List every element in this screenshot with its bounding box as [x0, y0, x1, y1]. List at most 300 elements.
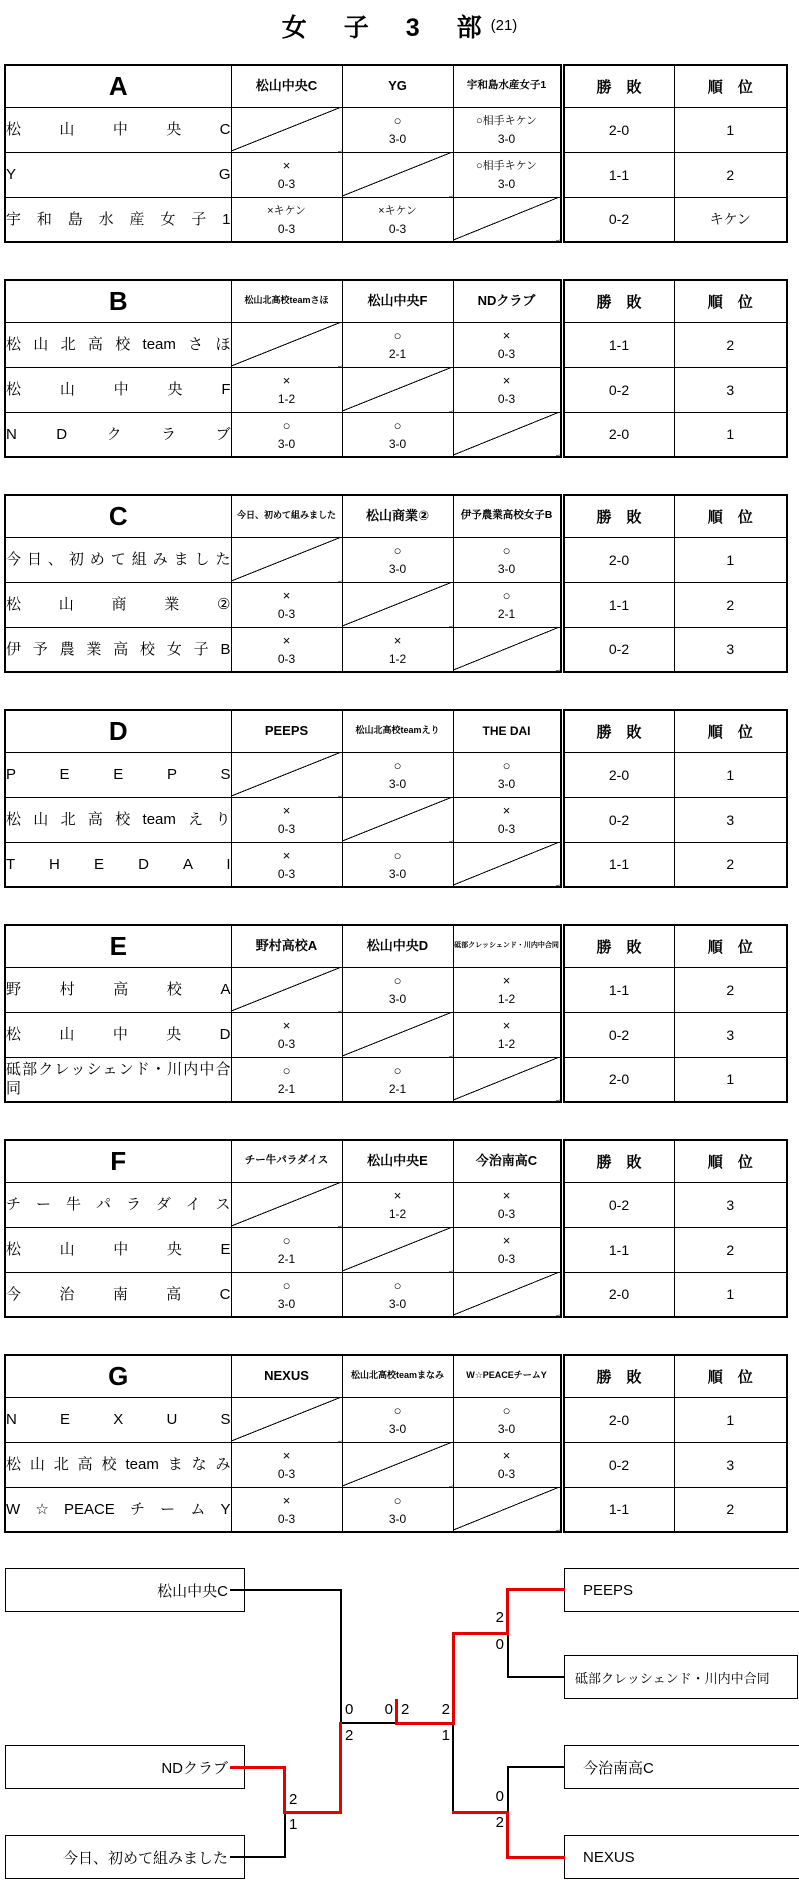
- opponent-header: 伊予農業高校女子B: [453, 495, 562, 537]
- win-loss-record: 1-1: [562, 1227, 674, 1272]
- match-score: 2: [345, 1727, 354, 1744]
- opponent-header: NDクラブ: [453, 280, 562, 322]
- rank-value: 1: [674, 1397, 787, 1442]
- rank-value: 3: [674, 367, 787, 412]
- win-loss-record: 1-1: [562, 967, 674, 1012]
- team-row: [5, 1227, 787, 1272]
- group-letter: B: [5, 280, 231, 322]
- team-name: 今日、初めて組みました: [5, 537, 231, 582]
- opponent-header: 松山北高校teamまなみ: [342, 1355, 453, 1397]
- win-loss-record: 0-2: [562, 197, 674, 242]
- winner-path-line: [508, 1588, 565, 1591]
- win-mark: ○: [282, 417, 291, 433]
- team-row: [5, 152, 787, 197]
- match-result-cell: [453, 797, 562, 842]
- win-loss-record: 0-2: [562, 1182, 674, 1227]
- match-result-cell: [453, 1012, 562, 1057]
- team-row: [5, 537, 787, 582]
- self-diagonal-cell: [453, 1487, 562, 1532]
- winner-path-line: [506, 1811, 509, 1859]
- bracket-line: [452, 1723, 454, 1814]
- set-score: 0-3: [277, 177, 296, 191]
- team-row: [5, 1272, 787, 1317]
- match-result-cell: [231, 412, 342, 457]
- final-score: 2: [401, 1701, 410, 1718]
- rank-value: 3: [674, 1012, 787, 1057]
- team-row: [5, 367, 787, 412]
- set-score: 3-0: [497, 777, 516, 791]
- rank-value: 1: [674, 1057, 787, 1102]
- result-header: 勝 敗: [562, 495, 674, 537]
- team-row: [5, 1182, 787, 1227]
- loss-mark: ×: [502, 1018, 511, 1033]
- opponent-header: 松山中央C: [231, 65, 342, 107]
- opponent-header: 砥部クレッシェンド・川内中合同: [453, 925, 562, 967]
- self-diagonal-cell: [342, 152, 453, 197]
- set-score: 3-0: [497, 562, 516, 576]
- loss-mark: ×キケン: [267, 204, 306, 217]
- set-score: 3-0: [277, 1296, 296, 1311]
- loss-mark: ×: [282, 632, 291, 648]
- bracket-team-box: [564, 1655, 798, 1699]
- win-mark: ○: [393, 973, 402, 988]
- opponent-header: THE DAI: [453, 710, 562, 752]
- rank-value: 1: [674, 412, 787, 457]
- self-diagonal-cell: [231, 107, 342, 152]
- team-name: Y G: [5, 152, 231, 197]
- team-name: 松山北高校teamえり: [5, 797, 231, 842]
- bracket-team-box: [564, 1835, 799, 1879]
- opponent-header: W☆PEACEチームY: [453, 1355, 562, 1397]
- set-score: 0-3: [277, 607, 296, 621]
- team-name: 松 山 中 央 C: [5, 107, 231, 152]
- team-name: 松 山 中 央 D: [5, 1012, 231, 1057]
- group-table: [4, 494, 788, 673]
- group-header-row: [5, 1355, 787, 1397]
- win-mark: ○相手キケン: [475, 160, 538, 172]
- team-name: 宇和島水産女子1: [5, 197, 231, 242]
- win-mark: ○: [502, 543, 511, 558]
- winner-path-line: [230, 1766, 286, 1769]
- set-score: 3-0: [388, 992, 407, 1006]
- bracket-line: [507, 1766, 509, 1814]
- team-row: [5, 1057, 787, 1102]
- set-score: 3-0: [497, 1422, 516, 1436]
- rank-value: 3: [674, 797, 787, 842]
- set-score: 1-2: [497, 1037, 516, 1051]
- set-score: 3-0: [388, 562, 407, 576]
- match-result-cell: [453, 322, 562, 367]
- team-row: [5, 1487, 787, 1532]
- set-score: 3-0: [388, 436, 407, 451]
- rank-value: 2: [674, 842, 787, 887]
- self-diagonal-cell: [342, 367, 453, 412]
- match-result-cell: [231, 842, 342, 887]
- opponent-header: 松山北高校teamえり: [342, 710, 453, 752]
- set-score: 1-2: [388, 1207, 407, 1221]
- loss-mark: ×: [282, 373, 291, 388]
- group-header-row: [5, 925, 787, 967]
- match-result-cell: [342, 1182, 453, 1227]
- team-row: [5, 107, 787, 152]
- match-result-cell: [453, 152, 562, 197]
- match-result-cell: [231, 1487, 342, 1532]
- rank-value: 2: [674, 1487, 787, 1532]
- set-score: 2-1: [388, 1081, 407, 1096]
- loss-mark: ×キケン: [378, 204, 417, 217]
- rank-value: 1: [674, 537, 787, 582]
- result-header: 勝 敗: [562, 65, 674, 107]
- self-diagonal-cell: [453, 412, 562, 457]
- opponent-header: 宇和島水産女子1: [453, 65, 562, 107]
- group-header-row: [5, 495, 787, 537]
- bracket-team-label: 今治南高C: [583, 1759, 654, 1777]
- set-score: 3-0: [497, 132, 516, 146]
- rank-header: 順 位: [674, 1140, 787, 1182]
- win-mark: ○: [393, 328, 402, 343]
- win-loss-record: 2-0: [562, 107, 674, 152]
- rank-header: 順 位: [674, 925, 787, 967]
- opponent-header: NEXUS: [231, 1355, 342, 1397]
- match-result-cell: [231, 582, 342, 627]
- opponent-header: 松山北高校teamさほ: [231, 280, 342, 322]
- opponent-header: 野村高校A: [231, 925, 342, 967]
- opponent-header: PEEPS: [231, 710, 342, 752]
- win-mark: ○: [502, 1403, 511, 1418]
- match-result-cell: [342, 412, 453, 457]
- match-result-cell: [342, 1272, 453, 1317]
- winner-path-line: [339, 1722, 342, 1814]
- group-letter: G: [5, 1355, 231, 1397]
- opponent-header: YG: [342, 65, 453, 107]
- set-score: 2-1: [388, 347, 407, 361]
- opponent-header: 松山中央F: [342, 280, 453, 322]
- win-mark: ○: [393, 113, 402, 128]
- opponent-header: チー牛パラダイス: [231, 1140, 342, 1182]
- match-result-cell: [342, 1397, 453, 1442]
- match-result-cell: [453, 1227, 562, 1272]
- win-mark: ○: [393, 417, 402, 433]
- self-diagonal-cell: [342, 1227, 453, 1272]
- set-score: 0-3: [497, 1252, 516, 1266]
- win-mark: ○: [282, 1233, 291, 1248]
- match-result-cell: [342, 537, 453, 582]
- match-result-cell: [453, 752, 562, 797]
- match-result-cell: [453, 967, 562, 1012]
- group-letter: A: [5, 65, 231, 107]
- group-table: [4, 279, 788, 458]
- bracket-team-label: PEEPS: [583, 1581, 634, 1599]
- team-name: 砥部クレッシェンド・川内中合同: [5, 1057, 231, 1102]
- match-result-cell: [231, 627, 342, 672]
- self-diagonal-cell: [453, 1057, 562, 1102]
- set-score: 0-3: [388, 221, 407, 236]
- loss-mark: ×: [282, 1492, 291, 1508]
- bracket-team-label: 砥部クレッシェンド・川内中合同: [575, 1670, 770, 1686]
- set-score: 0-3: [277, 1511, 296, 1526]
- set-score: 1-2: [497, 992, 516, 1006]
- match-result-cell: [453, 1442, 562, 1487]
- team-row: [5, 1012, 787, 1057]
- team-name: 松山北高校teamさほ: [5, 322, 231, 367]
- team-row: [5, 752, 787, 797]
- team-name: 松 山 中 央 F: [5, 367, 231, 412]
- set-score: 0-3: [277, 866, 296, 881]
- rank-value: 1: [674, 1272, 787, 1317]
- team-row: [5, 197, 787, 242]
- group-letter: C: [5, 495, 231, 537]
- result-header: 勝 敗: [562, 1140, 674, 1182]
- self-diagonal-cell: [231, 1182, 342, 1227]
- win-loss-record: 1-1: [562, 1487, 674, 1532]
- bracket-line: [284, 1813, 286, 1858]
- opponent-header: 今治南高C: [453, 1140, 562, 1182]
- team-name: チー牛パラダイス: [5, 1182, 231, 1227]
- group-header-row: [5, 710, 787, 752]
- rank-value: 2: [674, 322, 787, 367]
- win-loss-record: 1-1: [562, 322, 674, 367]
- set-score: 2-1: [277, 1252, 296, 1266]
- win-loss-record: 0-2: [562, 797, 674, 842]
- match-result-cell: [342, 752, 453, 797]
- match-result-cell: [231, 1057, 342, 1102]
- team-name: 伊予農業高校女子B: [5, 627, 231, 672]
- team-name: 松 山 商 業 ②: [5, 582, 231, 627]
- division-title: 女 子 3 部: [281, 14, 488, 42]
- division-count: (21): [490, 17, 518, 34]
- set-score: 3-0: [388, 1296, 407, 1311]
- winner-path-line: [452, 1632, 509, 1635]
- self-diagonal-cell: [453, 627, 562, 672]
- match-result-cell: [231, 1272, 342, 1317]
- group-header-row: [5, 280, 787, 322]
- win-mark: ○: [393, 758, 402, 773]
- match-result-cell: [231, 797, 342, 842]
- winner-path-line: [452, 1632, 455, 1725]
- bracket-team-box: [5, 1568, 245, 1612]
- bracket-line: [508, 1676, 565, 1678]
- loss-mark: ×: [502, 373, 511, 388]
- team-name: T H E D A I: [5, 842, 231, 887]
- rank-value: 2: [674, 152, 787, 197]
- bracket-team-label: NEXUS: [583, 1848, 635, 1866]
- win-mark: ○: [282, 1062, 291, 1078]
- rank-header: 順 位: [674, 1355, 787, 1397]
- group-letter: F: [5, 1140, 231, 1182]
- opponent-header: 松山中央D: [342, 925, 453, 967]
- win-mark: ○: [282, 1277, 291, 1293]
- bracket-line: [341, 1722, 397, 1724]
- win-loss-record: 2-0: [562, 412, 674, 457]
- team-row: [5, 1442, 787, 1487]
- group-table: [4, 64, 788, 243]
- set-score: 3-0: [388, 1422, 407, 1436]
- match-result-cell: [231, 1012, 342, 1057]
- rank-value: 3: [674, 627, 787, 672]
- win-loss-record: 2-0: [562, 1397, 674, 1442]
- win-loss-record: 2-0: [562, 537, 674, 582]
- result-header: 勝 敗: [562, 280, 674, 322]
- rank-header: 順 位: [674, 710, 787, 752]
- set-score: 2-1: [497, 607, 516, 621]
- result-header: 勝 敗: [562, 710, 674, 752]
- match-score: 0: [345, 1701, 354, 1718]
- match-result-cell: [342, 842, 453, 887]
- match-score: 2: [495, 1609, 504, 1626]
- bracket-team-label: 今日、初めて組みました: [62, 1849, 228, 1867]
- win-loss-record: 0-2: [562, 367, 674, 412]
- self-diagonal-cell: [342, 1012, 453, 1057]
- set-score: 0-3: [497, 1207, 516, 1221]
- bracket-team-box: [564, 1568, 799, 1612]
- group-table: [4, 1354, 788, 1533]
- set-score: 0-3: [277, 822, 296, 836]
- group-header-row: [5, 1140, 787, 1182]
- rank-value: 2: [674, 1227, 787, 1272]
- result-header: 勝 敗: [562, 1355, 674, 1397]
- team-row: [5, 842, 787, 887]
- rank-header: 順 位: [674, 280, 787, 322]
- rank-value: 2: [674, 582, 787, 627]
- champion-tick-line: [395, 1699, 398, 1725]
- match-result-cell: [453, 367, 562, 412]
- set-score: 2-1: [277, 1081, 296, 1096]
- loss-mark: ×: [393, 1188, 402, 1203]
- match-result-cell: [342, 967, 453, 1012]
- win-loss-record: 0-2: [562, 627, 674, 672]
- group-letter: E: [5, 925, 231, 967]
- set-score: 1-2: [277, 392, 296, 406]
- win-mark: ○: [393, 1277, 402, 1293]
- rank-value: 3: [674, 1182, 787, 1227]
- win-loss-record: 1-1: [562, 582, 674, 627]
- win-mark: ○: [502, 588, 511, 603]
- win-mark: ○: [393, 543, 402, 558]
- winner-path-line: [283, 1811, 342, 1814]
- team-name: 今 治 南 高 C: [5, 1272, 231, 1317]
- loss-mark: ×: [502, 803, 511, 818]
- win-loss-record: 2-0: [562, 1057, 674, 1102]
- team-row: [5, 412, 787, 457]
- match-score: 2: [441, 1701, 450, 1718]
- match-result-cell: [231, 367, 342, 412]
- group-table: [4, 924, 788, 1103]
- win-mark: ○: [502, 758, 511, 773]
- loss-mark: ×: [282, 847, 291, 863]
- winner-path-line: [508, 1856, 565, 1859]
- match-result-cell: [453, 537, 562, 582]
- team-row: [5, 967, 787, 1012]
- team-row: [5, 627, 787, 672]
- page-title: [0, 8, 799, 44]
- opponent-header: 松山中央E: [342, 1140, 453, 1182]
- loss-mark: ×: [502, 1188, 511, 1203]
- match-result-cell: [231, 1227, 342, 1272]
- rank-header: 順 位: [674, 65, 787, 107]
- loss-mark: ×: [282, 1448, 291, 1463]
- loss-mark: ×: [502, 1233, 511, 1248]
- team-name: N D ク ラ ブ: [5, 412, 231, 457]
- match-result-cell: [453, 107, 562, 152]
- set-score: 3-0: [388, 777, 407, 791]
- win-loss-record: 2-0: [562, 1272, 674, 1317]
- match-score: 0: [495, 1636, 504, 1653]
- match-result-cell: [342, 1487, 453, 1532]
- win-mark: ○: [393, 1403, 402, 1418]
- bracket-line: [340, 1589, 342, 1723]
- match-result-cell: [453, 582, 562, 627]
- winner-path-line: [396, 1722, 455, 1725]
- self-diagonal-cell: [453, 842, 562, 887]
- set-score: 0-3: [277, 1037, 296, 1051]
- self-diagonal-cell: [453, 1272, 562, 1317]
- match-score: 1: [289, 1816, 298, 1833]
- loss-mark: ×: [282, 588, 291, 603]
- self-diagonal-cell: [342, 797, 453, 842]
- team-name: 松山北高校teamまなみ: [5, 1442, 231, 1487]
- set-score: 0-3: [497, 1467, 516, 1481]
- match-result-cell: [231, 1442, 342, 1487]
- bracket-team-box: [564, 1745, 799, 1789]
- match-score: 2: [495, 1814, 504, 1831]
- set-score: 1-2: [388, 651, 407, 666]
- winner-path-line: [506, 1588, 509, 1635]
- team-row: [5, 582, 787, 627]
- match-result-cell: [453, 1182, 562, 1227]
- win-loss-record: 0-2: [562, 1012, 674, 1057]
- loss-mark: ×: [502, 328, 511, 343]
- bracket-line: [230, 1856, 285, 1858]
- group-table: [4, 709, 788, 888]
- win-loss-record: 2-0: [562, 752, 674, 797]
- self-diagonal-cell: [231, 752, 342, 797]
- match-score: 0: [495, 1788, 504, 1805]
- rank-value: キケン: [674, 197, 787, 242]
- loss-mark: ×: [502, 973, 511, 988]
- team-name: 松 山 中 央 E: [5, 1227, 231, 1272]
- team-name: W☆PEACEチームY: [5, 1487, 231, 1532]
- win-loss-record: 1-1: [562, 152, 674, 197]
- self-diagonal-cell: [342, 582, 453, 627]
- bracket-line: [507, 1634, 509, 1678]
- group-header-row: [5, 65, 787, 107]
- set-score: 3-0: [388, 132, 407, 146]
- bracket-team-box: [5, 1745, 245, 1789]
- opponent-header: 松山商業②: [342, 495, 453, 537]
- self-diagonal-cell: [231, 537, 342, 582]
- match-result-cell: [342, 322, 453, 367]
- self-diagonal-cell: [231, 1397, 342, 1442]
- loss-mark: ×: [393, 632, 402, 648]
- self-diagonal-cell: [342, 1442, 453, 1487]
- team-name: N E X U S: [5, 1397, 231, 1442]
- bracket-line: [230, 1589, 342, 1591]
- loss-mark: ×: [282, 1018, 291, 1033]
- team-row: [5, 1397, 787, 1442]
- bracket-team-label: 松山中央C: [157, 1582, 228, 1600]
- set-score: 3-0: [497, 177, 516, 191]
- bracket-team-box: [5, 1835, 245, 1879]
- self-diagonal-cell: [231, 967, 342, 1012]
- team-row: [5, 322, 787, 367]
- rank-value: 2: [674, 967, 787, 1012]
- bracket-line: [508, 1766, 565, 1768]
- set-score: 0-3: [497, 822, 516, 836]
- winner-path-line: [283, 1766, 286, 1814]
- rank-value: 3: [674, 1442, 787, 1487]
- bracket-team-label: NDクラブ: [161, 1759, 228, 1777]
- loss-mark: ×: [502, 1448, 511, 1463]
